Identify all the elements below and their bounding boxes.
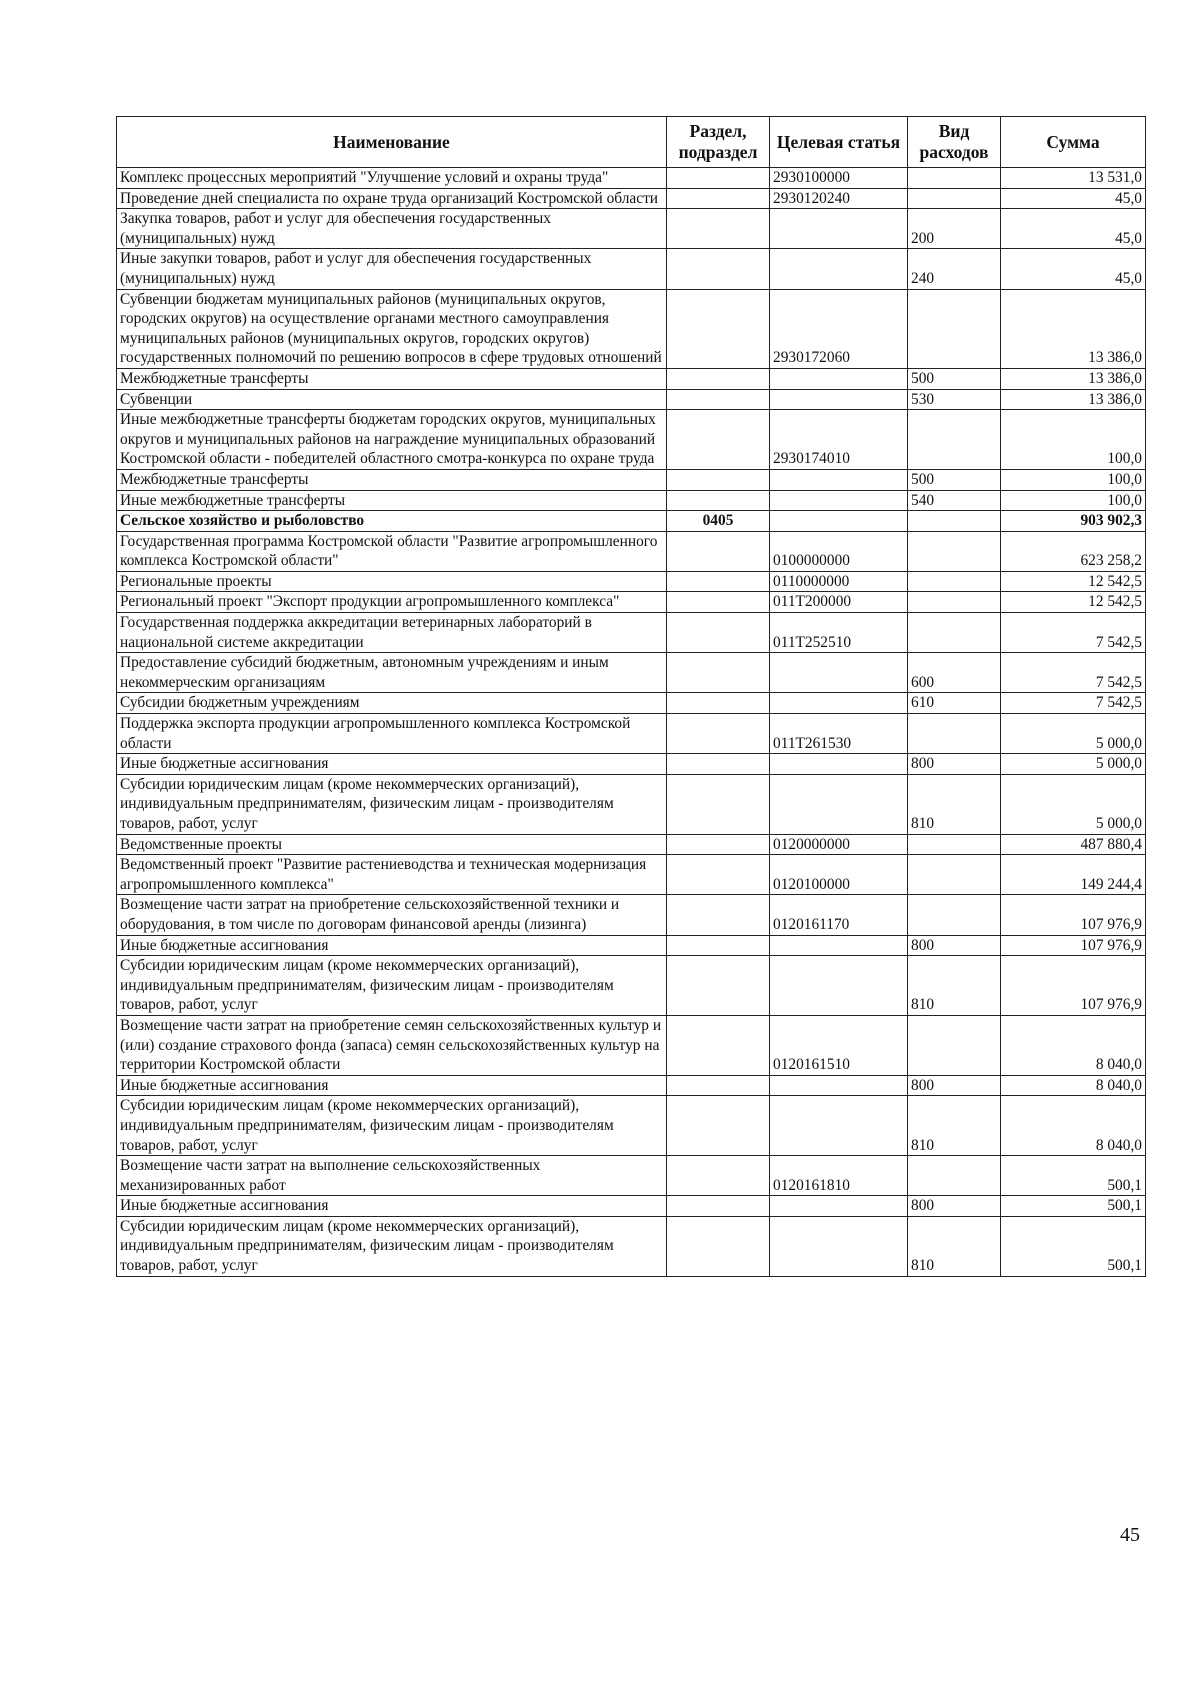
cell-name: Межбюджетные трансферты xyxy=(117,469,667,490)
cell-razdel xyxy=(667,754,770,775)
table-row xyxy=(117,834,1146,855)
cell-name: Сельское хозяйство и рыболовство xyxy=(117,511,667,532)
cell-vid xyxy=(908,834,1001,855)
cell-summa: 12 542,5 xyxy=(1001,571,1146,592)
cell-celevaya xyxy=(770,1075,908,1096)
cell-name: Возмещение части затрат на выполнение сельскохозяйственных механизированных работ xyxy=(117,1156,667,1196)
cell-summa: 487 880,4 xyxy=(1001,834,1146,855)
cell-name: Ведомственные проекты xyxy=(117,834,667,855)
cell-celevaya xyxy=(770,693,908,714)
cell-name: Иные бюджетные ассигнования xyxy=(117,935,667,956)
cell-summa: 107 976,9 xyxy=(1001,935,1146,956)
cell-razdel xyxy=(667,209,770,249)
table-row xyxy=(117,168,1146,189)
cell-razdel xyxy=(667,1216,770,1276)
cell-summa: 13 386,0 xyxy=(1001,389,1146,410)
cell-celevaya xyxy=(770,469,908,490)
cell-name: Субсидии юридическим лицам (кроме некоммерческих организаций), индивидуальным предпринимателям, физическим лицам - производителям товаров, работ, услуг xyxy=(117,956,667,1016)
cell-razdel xyxy=(667,855,770,895)
cell-celevaya xyxy=(770,1196,908,1217)
table-body xyxy=(117,168,1146,1277)
cell-vid xyxy=(908,511,1001,532)
cell-vid xyxy=(908,1015,1001,1075)
cell-razdel xyxy=(667,389,770,410)
cell-summa: 13 386,0 xyxy=(1001,289,1146,368)
header-name: Наименование xyxy=(117,117,667,168)
table-row xyxy=(117,531,1146,571)
cell-vid: 810 xyxy=(908,956,1001,1016)
table-row xyxy=(117,1096,1146,1156)
cell-summa: 500,1 xyxy=(1001,1196,1146,1217)
cell-razdel xyxy=(667,895,770,935)
cell-razdel xyxy=(667,1156,770,1196)
cell-vid xyxy=(908,531,1001,571)
cell-vid: 810 xyxy=(908,1096,1001,1156)
cell-vid: 800 xyxy=(908,1075,1001,1096)
cell-celevaya: 2930120240 xyxy=(770,188,908,209)
table-row xyxy=(117,895,1146,935)
cell-name: Иные бюджетные ассигнования xyxy=(117,1075,667,1096)
table-row xyxy=(117,754,1146,775)
header-row xyxy=(117,117,1146,168)
cell-razdel xyxy=(667,368,770,389)
cell-name: Субвенции бюджетам муниципальных районов (муниципальных округов, городских округов) на осуществление органами местного самоуправления муниципальных районов (муниципальных округов, городских округов) государственных полномочий по решению вопросов в сфере трудовых отношений xyxy=(117,289,667,368)
cell-vid: 200 xyxy=(908,209,1001,249)
cell-name: Региональный проект "Экспорт продукции агропромышленного комплекса" xyxy=(117,592,667,613)
cell-vid: 800 xyxy=(908,1196,1001,1217)
cell-razdel xyxy=(667,714,770,754)
table-row xyxy=(117,774,1146,834)
table-row xyxy=(117,209,1146,249)
table-row xyxy=(117,714,1146,754)
cell-celevaya: 0120161170 xyxy=(770,895,908,935)
cell-razdel xyxy=(667,653,770,693)
cell-summa: 100,0 xyxy=(1001,410,1146,470)
cell-name: Иные межбюджетные трансферты xyxy=(117,490,667,511)
cell-vid: 800 xyxy=(908,754,1001,775)
cell-celevaya: 2930100000 xyxy=(770,168,908,189)
cell-celevaya xyxy=(770,389,908,410)
cell-vid: 610 xyxy=(908,693,1001,714)
cell-name: Иные межбюджетные трансферты бюджетам городских округов, муниципальных округов и муниципальных районов на награждение муниципальных образований Костромской области - победителей областного смотра-конкурса по охране труда xyxy=(117,410,667,470)
cell-name: Иные бюджетные ассигнования xyxy=(117,1196,667,1217)
cell-summa: 8 040,0 xyxy=(1001,1096,1146,1156)
cell-summa: 8 040,0 xyxy=(1001,1075,1146,1096)
table-row xyxy=(117,490,1146,511)
cell-name: Предоставление субсидий бюджетным, автономным учреждениям и иным некоммерческим организациям xyxy=(117,653,667,693)
cell-celevaya: 011Т200000 xyxy=(770,592,908,613)
cell-razdel xyxy=(667,693,770,714)
cell-name: Возмещение части затрат на приобретение семян сельскохозяйственных культур и (или) создание страхового фонда (запаса) семян сельскохозяйственных культур на территории Костромской области xyxy=(117,1015,667,1075)
cell-summa: 45,0 xyxy=(1001,188,1146,209)
cell-vid xyxy=(908,410,1001,470)
cell-celevaya xyxy=(770,956,908,1016)
table-row xyxy=(117,289,1146,368)
cell-celevaya: 0120000000 xyxy=(770,834,908,855)
cell-razdel xyxy=(667,168,770,189)
cell-razdel xyxy=(667,592,770,613)
page-number: 45 xyxy=(1120,1524,1140,1546)
cell-celevaya xyxy=(770,935,908,956)
cell-razdel xyxy=(667,249,770,289)
table-row xyxy=(117,188,1146,209)
cell-celevaya: 0120100000 xyxy=(770,855,908,895)
cell-summa: 5 000,0 xyxy=(1001,754,1146,775)
cell-summa: 100,0 xyxy=(1001,469,1146,490)
cell-vid: 500 xyxy=(908,368,1001,389)
cell-vid xyxy=(908,571,1001,592)
cell-vid xyxy=(908,714,1001,754)
table-row xyxy=(117,935,1146,956)
header-summa: Сумма xyxy=(1001,117,1146,168)
cell-name: Ведомственный проект "Развитие растениеводства и техническая модернизация агропромышленного комплекса" xyxy=(117,855,667,895)
cell-vid: 810 xyxy=(908,774,1001,834)
table-row xyxy=(117,693,1146,714)
table-row xyxy=(117,469,1146,490)
cell-celevaya: 011Т252510 xyxy=(770,613,908,653)
cell-name: Закупка товаров, работ и услуг для обеспечения государственных (муниципальных) нужд xyxy=(117,209,667,249)
cell-vid xyxy=(908,1156,1001,1196)
cell-celevaya xyxy=(770,249,908,289)
cell-celevaya xyxy=(770,774,908,834)
cell-vid: 810 xyxy=(908,1216,1001,1276)
cell-name: Государственная программа Костромской области "Развитие агропромышленного комплекса Костромской области" xyxy=(117,531,667,571)
cell-razdel xyxy=(667,613,770,653)
cell-razdel: 0405 xyxy=(667,511,770,532)
table-row xyxy=(117,956,1146,1016)
cell-summa: 5 000,0 xyxy=(1001,714,1146,754)
cell-vid: 800 xyxy=(908,935,1001,956)
cell-summa: 107 976,9 xyxy=(1001,895,1146,935)
table-row xyxy=(117,1015,1146,1075)
cell-summa: 7 542,5 xyxy=(1001,653,1146,693)
cell-celevaya: 2930174010 xyxy=(770,410,908,470)
cell-summa: 903 902,3 xyxy=(1001,511,1146,532)
table-row xyxy=(117,571,1146,592)
cell-name: Региональные проекты xyxy=(117,571,667,592)
cell-celevaya: 0120161810 xyxy=(770,1156,908,1196)
cell-razdel xyxy=(667,469,770,490)
cell-vid: 540 xyxy=(908,490,1001,511)
cell-name: Межбюджетные трансферты xyxy=(117,368,667,389)
cell-celevaya xyxy=(770,1096,908,1156)
header-celevaya: Целевая статья xyxy=(770,117,908,168)
table-header xyxy=(117,117,1146,168)
table-row xyxy=(117,613,1146,653)
cell-razdel xyxy=(667,1196,770,1217)
cell-name: Субсидии юридическим лицам (кроме некоммерческих организаций), индивидуальным предпринимателям, физическим лицам - производителям товаров, работ, услуг xyxy=(117,1096,667,1156)
cell-summa: 7 542,5 xyxy=(1001,693,1146,714)
table-row xyxy=(117,1216,1146,1276)
table-row xyxy=(117,410,1146,470)
cell-celevaya: 0110000000 xyxy=(770,571,908,592)
cell-celevaya xyxy=(770,653,908,693)
cell-summa: 13 531,0 xyxy=(1001,168,1146,189)
cell-vid: 240 xyxy=(908,249,1001,289)
cell-celevaya: 2930172060 xyxy=(770,289,908,368)
cell-celevaya: 0100000000 xyxy=(770,531,908,571)
cell-summa: 7 542,5 xyxy=(1001,613,1146,653)
header-razdel: Раздел, подраздел xyxy=(667,117,770,168)
cell-vid: 500 xyxy=(908,469,1001,490)
cell-razdel xyxy=(667,774,770,834)
cell-name: Возмещение части затрат на приобретение сельскохозяйственной техники и оборудования, в том числе по договорам финансовой аренды (лизинга) xyxy=(117,895,667,935)
cell-celevaya xyxy=(770,368,908,389)
cell-razdel xyxy=(667,531,770,571)
table-row xyxy=(117,1156,1146,1196)
cell-name: Иные бюджетные ассигнования xyxy=(117,754,667,775)
cell-vid: 530 xyxy=(908,389,1001,410)
cell-vid xyxy=(908,289,1001,368)
cell-celevaya xyxy=(770,1216,908,1276)
cell-razdel xyxy=(667,834,770,855)
cell-summa: 100,0 xyxy=(1001,490,1146,511)
cell-name: Государственная поддержка аккредитации ветеринарных лабораторий в национальной системе аккредитации xyxy=(117,613,667,653)
cell-summa: 5 000,0 xyxy=(1001,774,1146,834)
cell-celevaya: 0120161510 xyxy=(770,1015,908,1075)
cell-summa: 149 244,4 xyxy=(1001,855,1146,895)
cell-summa: 45,0 xyxy=(1001,249,1146,289)
cell-razdel xyxy=(667,571,770,592)
table-row xyxy=(117,368,1146,389)
cell-razdel xyxy=(667,956,770,1016)
cell-vid xyxy=(908,895,1001,935)
table-row xyxy=(117,653,1146,693)
cell-razdel xyxy=(667,490,770,511)
cell-vid xyxy=(908,188,1001,209)
table-row xyxy=(117,249,1146,289)
cell-vid xyxy=(908,168,1001,189)
table-row xyxy=(117,855,1146,895)
cell-razdel xyxy=(667,1015,770,1075)
cell-name: Субвенции xyxy=(117,389,667,410)
cell-vid: 600 xyxy=(908,653,1001,693)
cell-razdel xyxy=(667,1075,770,1096)
cell-summa: 12 542,5 xyxy=(1001,592,1146,613)
cell-razdel xyxy=(667,410,770,470)
cell-vid xyxy=(908,613,1001,653)
header-vid: Вид расходов xyxy=(908,117,1001,168)
cell-summa: 13 386,0 xyxy=(1001,368,1146,389)
cell-summa: 500,1 xyxy=(1001,1216,1146,1276)
table-row xyxy=(117,1075,1146,1096)
cell-razdel xyxy=(667,935,770,956)
cell-vid xyxy=(908,592,1001,613)
cell-summa: 8 040,0 xyxy=(1001,1015,1146,1075)
cell-name: Субсидии юридическим лицам (кроме некоммерческих организаций), индивидуальным предпринимателям, физическим лицам - производителям товаров, работ, услуг xyxy=(117,774,667,834)
table-row xyxy=(117,592,1146,613)
cell-name: Проведение дней специалиста по охране труда организаций Костромской области xyxy=(117,188,667,209)
cell-name: Иные закупки товаров, работ и услуг для обеспечения государственных (муниципальных) нужд xyxy=(117,249,667,289)
cell-summa: 107 976,9 xyxy=(1001,956,1146,1016)
cell-summa: 45,0 xyxy=(1001,209,1146,249)
cell-vid xyxy=(908,855,1001,895)
cell-name: Субсидии юридическим лицам (кроме некоммерческих организаций), индивидуальным предпринимателям, физическим лицам - производителям товаров, работ, услуг xyxy=(117,1216,667,1276)
cell-name: Субсидии бюджетным учреждениям xyxy=(117,693,667,714)
cell-razdel xyxy=(667,188,770,209)
cell-name: Комплекс процессных мероприятий "Улучшение условий и охраны труда" xyxy=(117,168,667,189)
cell-celevaya xyxy=(770,511,908,532)
cell-summa: 623 258,2 xyxy=(1001,531,1146,571)
cell-celevaya xyxy=(770,754,908,775)
table-row xyxy=(117,1196,1146,1217)
table-row xyxy=(117,511,1146,532)
cell-celevaya xyxy=(770,209,908,249)
cell-summa: 500,1 xyxy=(1001,1156,1146,1196)
cell-celevaya: 011Т261530 xyxy=(770,714,908,754)
cell-name: Поддержка экспорта продукции агропромышленного комплекса Костромской области xyxy=(117,714,667,754)
cell-celevaya xyxy=(770,490,908,511)
cell-razdel xyxy=(667,289,770,368)
cell-razdel xyxy=(667,1096,770,1156)
table-row xyxy=(117,389,1146,410)
budget-table xyxy=(116,116,1146,1277)
